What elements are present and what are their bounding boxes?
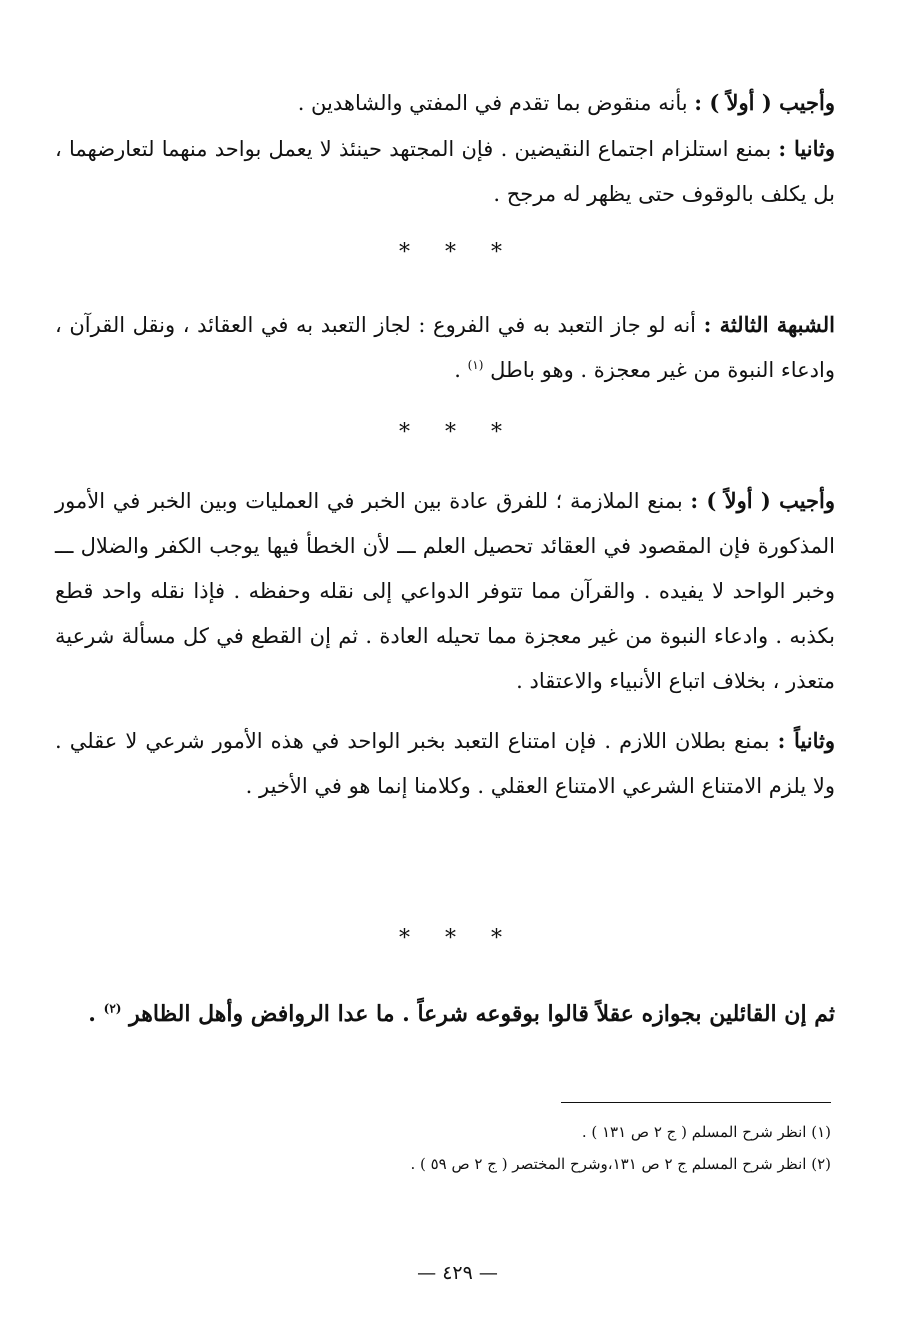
answer-block-2 bbox=[55, 478, 835, 809]
paragraph-label: وثانيا : bbox=[778, 136, 836, 161]
paragraph bbox=[55, 718, 835, 809]
objection-heading: الشبهة الثالثة : bbox=[703, 312, 835, 337]
paragraph-text: أنه لو جاز التعبد به في الفروع : لجاز التعبد به في العقائد ، ونقل القرآن ، وادعاء النبوة من غير معجزة . وهو باطل bbox=[55, 313, 835, 382]
paragraph-text: بمنع الملازمة ؛ للفرق عادة بين الخبر في العمليات وبين الخبر في الأمور المذكورة فإن المقصود في العقائد تحصيل العلم ـــ لأن الخطأ فيها يوجب الكفر والضلال ـــ وخبر الواحد لا يفيده . والقرآن مما تتوفر الدواعي إلى نقله وحفظه . فإذا نقله واحد قطع بكذبه . وادعاء النبوة من غير معجزة مما تحيله العادة . ثم إن القطع في كل مسألة شرعية متعذر ، بخلاف اتباع الأنبياء والاعتقاد . bbox=[55, 489, 835, 693]
paragraph bbox=[55, 478, 835, 704]
paragraph-text: بمنع استلزام اجتماع النقيضين . فإن المجتهد حينئذ لا يعمل بواحد منهما لتعارضهما ، بل يكلف بالوقوف حتى يظهر له مرجح . bbox=[55, 137, 835, 206]
paragraph bbox=[55, 126, 835, 217]
paragraph-label: وأجيب ( أولاً ) : bbox=[694, 90, 835, 115]
paragraph bbox=[55, 80, 835, 126]
paragraph bbox=[55, 302, 835, 393]
paragraph-label: وثانياً : bbox=[777, 728, 835, 753]
footnote-ref: (١) bbox=[467, 358, 484, 372]
paragraph-text: بأنه منقوض بما تقدم في المفتي والشاهدين . bbox=[297, 91, 695, 115]
answer-block-1 bbox=[55, 80, 835, 217]
paragraph-text: . bbox=[454, 358, 468, 382]
paragraph bbox=[55, 990, 835, 1038]
section-separator: * * * bbox=[399, 420, 516, 445]
paragraph-text: ثم إن القائلين بجوازه عقلاً قالوا بوقوعه شرعاً . ما عدا الروافض وأهل الظاهر bbox=[129, 1001, 835, 1027]
footnote-divider bbox=[561, 1102, 831, 1103]
footnote: (٢) انظر شرح المسلم ج ٢ ص ١٣١،وشرح المختصر ( ج ٢ ص ٥٩ ) . bbox=[410, 1155, 831, 1173]
footnote-ref: (٢) bbox=[103, 1001, 122, 1016]
footnotes bbox=[131, 1116, 831, 1180]
objection-three-block bbox=[55, 302, 835, 393]
section-separator: * * * bbox=[399, 240, 516, 265]
paragraph-text: بمنع بطلان اللازم . فإن امتناع التعبد بخبر الواحد في هذه الأمور شرعي لا عقلي . ولا يلزم الامتناع الشرعي الامتناع العقلي . وكلامنا إنما هو في الأخير . bbox=[55, 729, 835, 798]
paragraph-label: وأجيب ( أولاً ) : bbox=[690, 488, 835, 513]
page-number: — ٤٢٩ — bbox=[417, 1262, 498, 1284]
paragraph-text: . bbox=[88, 1001, 104, 1027]
footnote: (١) انظر شرح المسلم ( ج ٢ ص ١٣١ ) . bbox=[581, 1123, 831, 1141]
section-separator: * * * bbox=[399, 926, 516, 951]
conclusion-block bbox=[55, 990, 835, 1038]
